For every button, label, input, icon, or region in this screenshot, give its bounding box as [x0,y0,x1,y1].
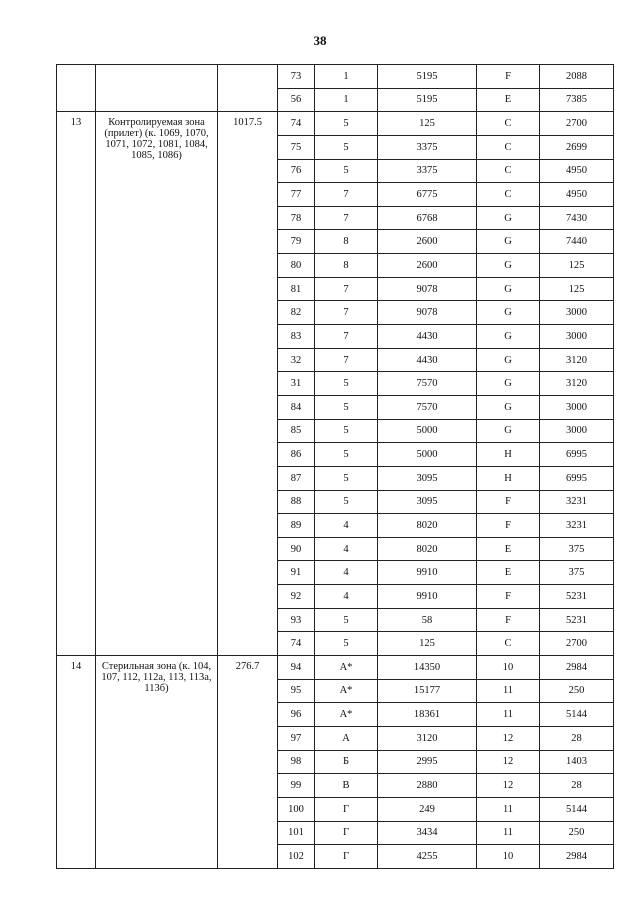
col-c-cell: G [477,325,540,349]
point-number-cell: 88 [278,490,315,514]
col-c-cell: C [477,159,540,183]
col-b-cell: 15177 [378,679,477,703]
point-number-cell: 86 [278,443,315,467]
col-b-cell: 7570 [378,395,477,419]
col-a-cell: Б [315,750,378,774]
zone-number-cell [57,65,96,112]
col-b-cell: 2880 [378,774,477,798]
col-b-cell: 7570 [378,372,477,396]
col-d-cell: 3000 [540,395,614,419]
col-a-cell: 4 [315,537,378,561]
col-c-cell: C [477,632,540,656]
col-b-cell: 2600 [378,254,477,278]
col-c-cell: G [477,372,540,396]
col-b-cell: 5195 [378,88,477,112]
point-number-cell: 85 [278,419,315,443]
col-a-cell: 8 [315,230,378,254]
col-a-cell: 1 [315,65,378,89]
col-a-cell: 5 [315,372,378,396]
col-a-cell: 5 [315,112,378,136]
col-a-cell: 7 [315,348,378,372]
col-a-cell: 5 [315,466,378,490]
point-number-cell: 91 [278,561,315,585]
col-b-cell: 9910 [378,585,477,609]
col-b-cell: 3375 [378,135,477,159]
col-d-cell: 28 [540,726,614,750]
col-a-cell: А* [315,703,378,727]
col-a-cell: Г [315,821,378,845]
col-b-cell: 14350 [378,656,477,680]
zone-number-cell: 14 [57,656,96,869]
point-number-cell: 81 [278,277,315,301]
col-d-cell: 7385 [540,88,614,112]
col-b-cell: 9910 [378,561,477,585]
col-a-cell: 7 [315,206,378,230]
point-number-cell: 31 [278,372,315,396]
col-a-cell: 4 [315,585,378,609]
col-b-cell: 2600 [378,230,477,254]
col-d-cell: 6995 [540,443,614,467]
point-number-cell: 98 [278,750,315,774]
point-number-cell: 56 [278,88,315,112]
col-b-cell: 3095 [378,490,477,514]
col-b-cell: 5000 [378,443,477,467]
col-a-cell: А* [315,679,378,703]
point-number-cell: 99 [278,774,315,798]
col-a-cell: 7 [315,183,378,207]
col-b-cell: 3375 [378,159,477,183]
col-d-cell: 375 [540,561,614,585]
point-number-cell: 82 [278,301,315,325]
table-row [57,65,614,89]
col-d-cell: 2984 [540,656,614,680]
col-c-cell: G [477,301,540,325]
col-a-cell: 7 [315,325,378,349]
col-a-cell: 1 [315,88,378,112]
col-b-cell: 8020 [378,514,477,538]
point-number-cell: 74 [278,632,315,656]
col-d-cell: 5144 [540,703,614,727]
zone-area-cell: 276.7 [218,656,278,869]
point-number-cell: 102 [278,845,315,869]
col-b-cell: 5195 [378,65,477,89]
col-a-cell: 5 [315,135,378,159]
col-b-cell: 5000 [378,419,477,443]
col-a-cell: А [315,726,378,750]
col-d-cell: 125 [540,277,614,301]
col-b-cell: 58 [378,608,477,632]
col-d-cell: 3000 [540,419,614,443]
point-number-cell: 79 [278,230,315,254]
col-c-cell: F [477,490,540,514]
point-number-cell: 101 [278,821,315,845]
col-c-cell: 11 [477,821,540,845]
col-d-cell: 250 [540,679,614,703]
col-d-cell: 7430 [540,206,614,230]
col-b-cell: 18361 [378,703,477,727]
col-a-cell: 5 [315,608,378,632]
col-b-cell: 9078 [378,301,477,325]
col-b-cell: 6768 [378,206,477,230]
col-b-cell: 125 [378,112,477,136]
col-d-cell: 3000 [540,325,614,349]
col-d-cell: 250 [540,821,614,845]
col-c-cell: F [477,585,540,609]
col-a-cell: 7 [315,277,378,301]
col-d-cell: 2699 [540,135,614,159]
point-number-cell: 78 [278,206,315,230]
col-c-cell: F [477,65,540,89]
col-c-cell: C [477,135,540,159]
col-c-cell: 12 [477,726,540,750]
col-b-cell: 4255 [378,845,477,869]
col-d-cell: 7440 [540,230,614,254]
point-number-cell: 96 [278,703,315,727]
col-c-cell: G [477,254,540,278]
col-a-cell: В [315,774,378,798]
point-number-cell: 97 [278,726,315,750]
col-c-cell: G [477,348,540,372]
col-d-cell: 3231 [540,514,614,538]
zone-name-cell: Контролируемая зона (прилет) (к. 1069, 1070, 1071, 1072, 1081, 1084, 1085, 1086) [96,112,218,656]
col-c-cell: H [477,466,540,490]
col-d-cell: 28 [540,774,614,798]
zone-name-cell [96,65,218,112]
col-a-cell: 7 [315,301,378,325]
col-d-cell: 2700 [540,632,614,656]
zone-name-cell: Стерильная зона (к. 104, 107, 112, 112а, 113, 113а, 113б) [96,656,218,869]
point-number-cell: 83 [278,325,315,349]
col-b-cell: 4430 [378,348,477,372]
col-b-cell: 6775 [378,183,477,207]
point-number-cell: 95 [278,679,315,703]
col-c-cell: C [477,183,540,207]
col-b-cell: 3120 [378,726,477,750]
zone-number-cell: 13 [57,112,96,656]
point-number-cell: 77 [278,183,315,207]
col-c-cell: C [477,112,540,136]
table-row [57,112,614,136]
zone-area-cell: 1017.5 [218,112,278,656]
point-number-cell: 90 [278,537,315,561]
col-b-cell: 2995 [378,750,477,774]
col-c-cell: 11 [477,797,540,821]
col-d-cell: 2700 [540,112,614,136]
col-b-cell: 8020 [378,537,477,561]
col-c-cell: G [477,230,540,254]
col-c-cell: G [477,419,540,443]
col-d-cell: 6995 [540,466,614,490]
col-d-cell: 2984 [540,845,614,869]
point-number-cell: 74 [278,112,315,136]
point-number-cell: 75 [278,135,315,159]
col-c-cell: E [477,561,540,585]
col-d-cell: 3000 [540,301,614,325]
col-d-cell: 2088 [540,65,614,89]
col-a-cell: Г [315,845,378,869]
col-a-cell: 4 [315,514,378,538]
col-d-cell: 3120 [540,348,614,372]
page-number: 38 [313,33,327,48]
zone-area-cell [218,65,278,112]
col-a-cell: Г [315,797,378,821]
zone-coordinates-table [56,64,614,869]
point-number-cell: 93 [278,608,315,632]
point-number-cell: 32 [278,348,315,372]
col-d-cell: 1403 [540,750,614,774]
table-row [57,656,614,680]
col-a-cell: 5 [315,395,378,419]
point-number-cell: 87 [278,466,315,490]
col-b-cell: 4430 [378,325,477,349]
point-number-cell: 92 [278,585,315,609]
col-b-cell: 3434 [378,821,477,845]
col-d-cell: 5144 [540,797,614,821]
col-b-cell: 9078 [378,277,477,301]
point-number-cell: 84 [278,395,315,419]
col-a-cell: 5 [315,443,378,467]
col-c-cell: G [477,277,540,301]
point-number-cell: 76 [278,159,315,183]
col-a-cell: А* [315,656,378,680]
col-d-cell: 125 [540,254,614,278]
col-b-cell: 125 [378,632,477,656]
point-number-cell: 89 [278,514,315,538]
col-d-cell: 375 [540,537,614,561]
col-a-cell: 8 [315,254,378,278]
col-c-cell: 10 [477,656,540,680]
col-a-cell: 5 [315,632,378,656]
col-d-cell: 4950 [540,159,614,183]
col-d-cell: 3231 [540,490,614,514]
col-d-cell: 5231 [540,608,614,632]
point-number-cell: 80 [278,254,315,278]
col-c-cell: E [477,537,540,561]
col-c-cell: 10 [477,845,540,869]
col-a-cell: 5 [315,490,378,514]
point-number-cell: 100 [278,797,315,821]
col-a-cell: 5 [315,419,378,443]
col-c-cell: 11 [477,679,540,703]
col-c-cell: E [477,88,540,112]
col-c-cell: F [477,514,540,538]
col-c-cell: G [477,206,540,230]
col-b-cell: 3095 [378,466,477,490]
col-c-cell: 12 [477,774,540,798]
point-number-cell: 94 [278,656,315,680]
col-d-cell: 5231 [540,585,614,609]
col-d-cell: 4950 [540,183,614,207]
col-b-cell: 249 [378,797,477,821]
point-number-cell: 73 [278,65,315,89]
col-c-cell: 12 [477,750,540,774]
col-c-cell: 11 [477,703,540,727]
col-c-cell: F [477,608,540,632]
col-a-cell: 5 [315,159,378,183]
col-a-cell: 4 [315,561,378,585]
col-c-cell: H [477,443,540,467]
col-c-cell: G [477,395,540,419]
col-d-cell: 3120 [540,372,614,396]
